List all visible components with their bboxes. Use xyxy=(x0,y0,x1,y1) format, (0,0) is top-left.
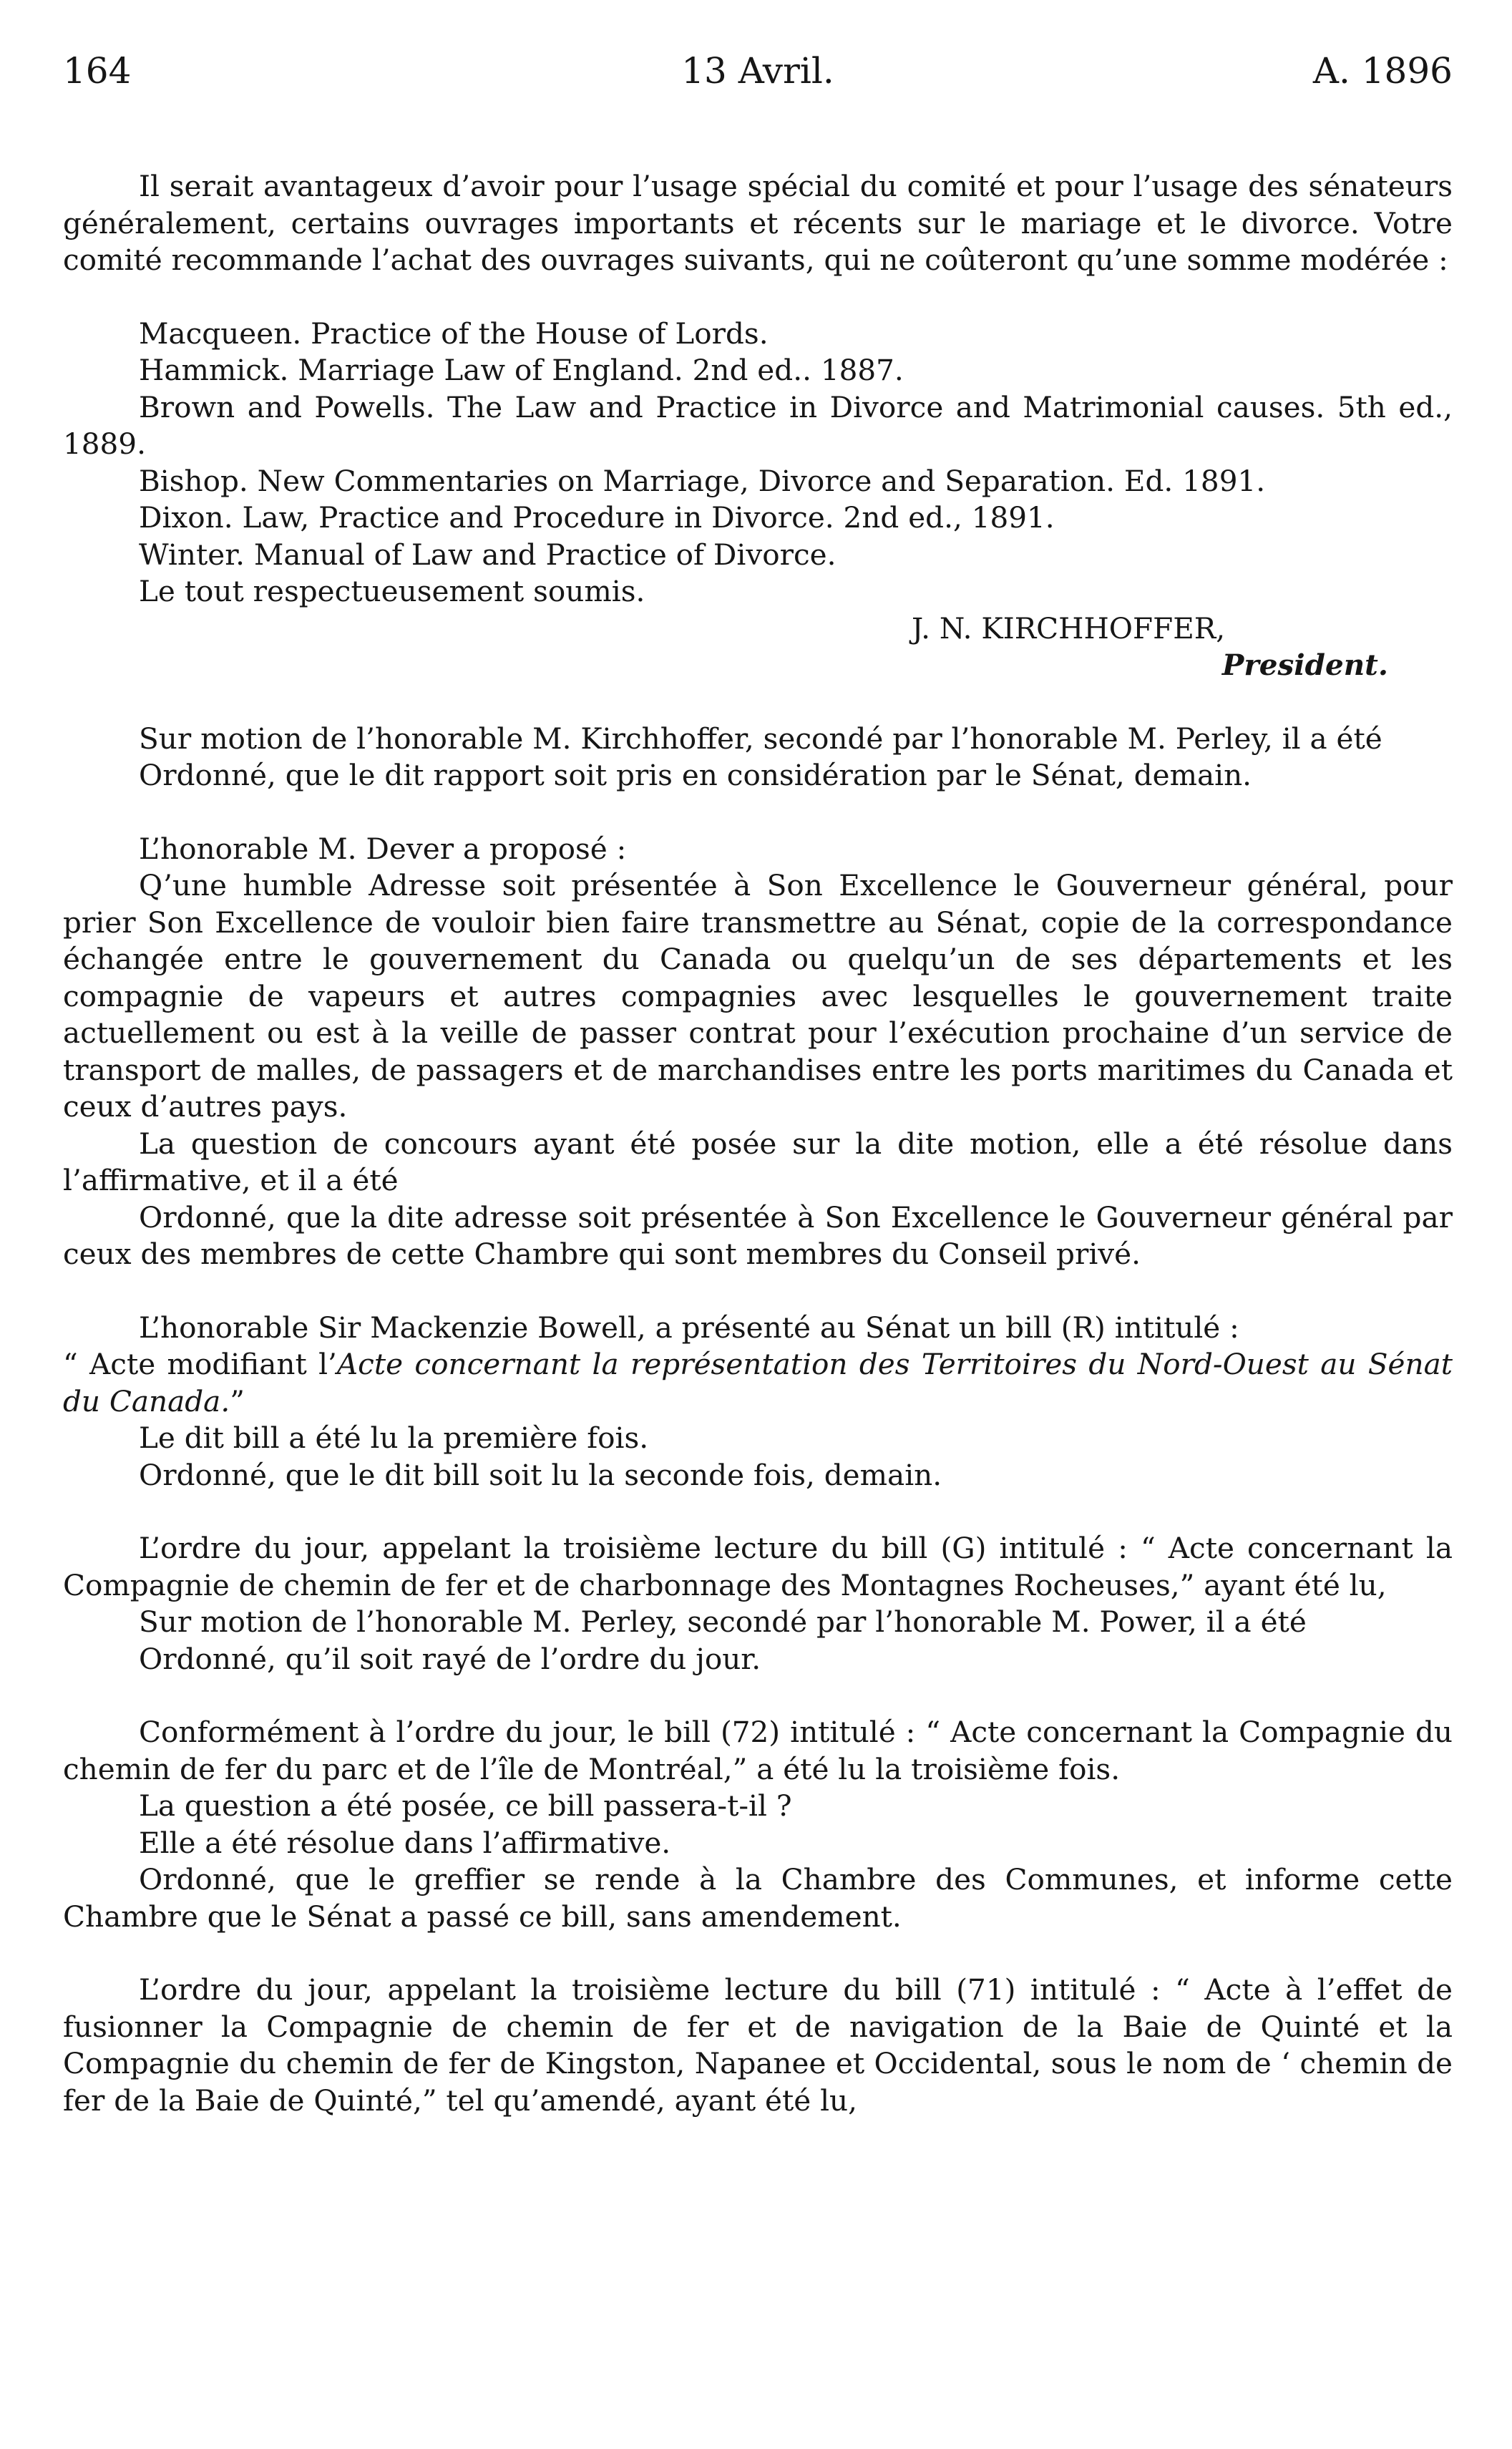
paragraph: Ordonné, que la dite adresse soit présentée à Son Excellence le Gouverneur général par ceux des membres de cette Chambre qui sont membres du Conseil privé. xyxy=(63,1199,1453,1271)
page-date: 13 Avril. xyxy=(681,50,834,92)
bill-r xyxy=(63,1310,1453,1494)
report-closing: Le tout respectueusement soumis. xyxy=(139,574,645,608)
paragraph: Ordonné, que le dit rapport soit pris en considération par le Sénat, demain. xyxy=(139,758,1252,792)
committee-report xyxy=(63,168,1453,684)
signature-name: J. N. KIRCHHOFFER, xyxy=(912,610,1226,646)
paragraph: Ordonné, que le greffier se rende à la Chambre des Communes, et informe cette Chambre que le Sénat a passé ce bill, sans amendement. xyxy=(63,1862,1453,1934)
act-title: Acte concernant la représentation des Territoires du Nord-Ouest au Sénat du Canada. xyxy=(63,1347,1453,1418)
book-item: Winter. Manual of Law and Practice of Divorce. xyxy=(139,537,837,572)
paragraph: Elle a été résolue dans l’affirmative. xyxy=(139,1825,671,1860)
paragraph: L’ordre du jour, appelant la troisième lecture du bill (G) intitulé : “ Acte concernant la Compagnie de chemin de fer et de charbonnage des Montagnes Rocheuses,” ayant été lu, xyxy=(63,1531,1453,1602)
paragraph: L’ordre du jour, appelant la troisième lecture du bill (71) intitulé : “ Acte à l’effet de fusionner la Compagnie de chemin de fer et de navigation de la Baie de Quinté et la Compagnie du chemin de fer de Kingston, Napanee et Occidental, sous le nom de ‘ chemin de fer de la Baie de Quinté,” tel qu’amendé, ayant été lu, xyxy=(63,1972,1453,2118)
book-item: Hammick. Marriage Law of England. 2nd ed.. 1887. xyxy=(139,353,904,387)
signature-title: President. xyxy=(1221,648,1388,682)
bill-g xyxy=(63,1530,1453,1678)
paragraph xyxy=(63,1346,1453,1420)
paragraph: Sur motion de l’honorable M. Kirchhoffer, secondé par l’honorable M. Perley, il a été xyxy=(139,721,1382,756)
book-item: Bishop. New Commentaries on Marriage, Divorce and Separation. Ed. 1891. xyxy=(139,463,1266,498)
report-intro: Il serait avantageux d’avoir pour l’usage spécial du comité et pour l’usage des sénateurs généralement, certains ouvrages importants et récents sur le mariage et le divorce. Votre comité recommande l’achat des ouvrages suivants, qui ne coûteront qu’une somme modérée : xyxy=(63,169,1453,277)
book-item: Macqueen. Practice of the House of Lords. xyxy=(139,316,769,351)
text-run: “ Acte modifiant l’ xyxy=(63,1347,337,1381)
book-item: Dixon. Law, Practice and Procedure in Divorce. 2nd ed., 1891. xyxy=(139,500,1055,535)
paragraph: L’honorable Sir Mackenzie Bowell, a présenté au Sénat un bill (R) intitulé : xyxy=(139,1310,1239,1345)
paragraph: La question de concours ayant été posée sur la dite motion, elle a été résolue dans l’affirmative, et il a été xyxy=(63,1126,1453,1197)
paragraph: La question a été posée, ce bill passera-t-il ? xyxy=(139,1788,792,1823)
paragraph: L’honorable M. Dever a proposé : xyxy=(139,831,627,866)
page-year: A. 1896 xyxy=(1312,50,1453,92)
text-run: ” xyxy=(230,1383,245,1418)
paragraph: Ordonné, qu’il soit rayé de l’ordre du jour. xyxy=(139,1641,761,1676)
paragraph: Sur motion de l’honorable M. Perley, secondé par l’honorable M. Power, il a été xyxy=(139,1605,1307,1639)
book-item: Brown and Powells. The Law and Practice in Divorce and Matrimonial causes. 5th ed., 1889. xyxy=(63,389,1453,461)
page-number: 164 xyxy=(63,50,132,92)
motion-dever xyxy=(63,831,1453,1273)
motion-kirchhoffer xyxy=(63,721,1453,794)
bill-71 xyxy=(63,1972,1453,2119)
paragraph: Ordonné, que le dit bill soit lu la seconde fois, demain. xyxy=(139,1457,942,1492)
page xyxy=(63,50,1453,2119)
paragraph: Le dit bill a été lu la première fois. xyxy=(139,1421,649,1455)
bill-72 xyxy=(63,1714,1453,1935)
page-header xyxy=(63,50,1453,107)
paragraph: Q’une humble Adresse soit présentée à Son Excellence le Gouverneur général, pour prier Son Excellence de vouloir bien faire transmettre au Sénat, copie de la correspondance échangée entre le gouvernement du Canada ou quelqu’un de ses départements et les compagnie de vapeurs et autres compagnies avec lesquelles le gouvernement traite actuellement ou est à la veille de passer contrat pour l’exécution prochaine d’un service de transport de malles, de passagers et de marchandises entre les ports maritimes du Canada et ceux d’autres pays. xyxy=(63,868,1453,1124)
paragraph: Conformément à l’ordre du jour, le bill (72) intitulé : “ Acte concernant la Compagnie du chemin de fer du parc et de l’île de Montréal,” a été lu la troisième fois. xyxy=(63,1715,1453,1786)
document-body xyxy=(63,168,1453,2119)
